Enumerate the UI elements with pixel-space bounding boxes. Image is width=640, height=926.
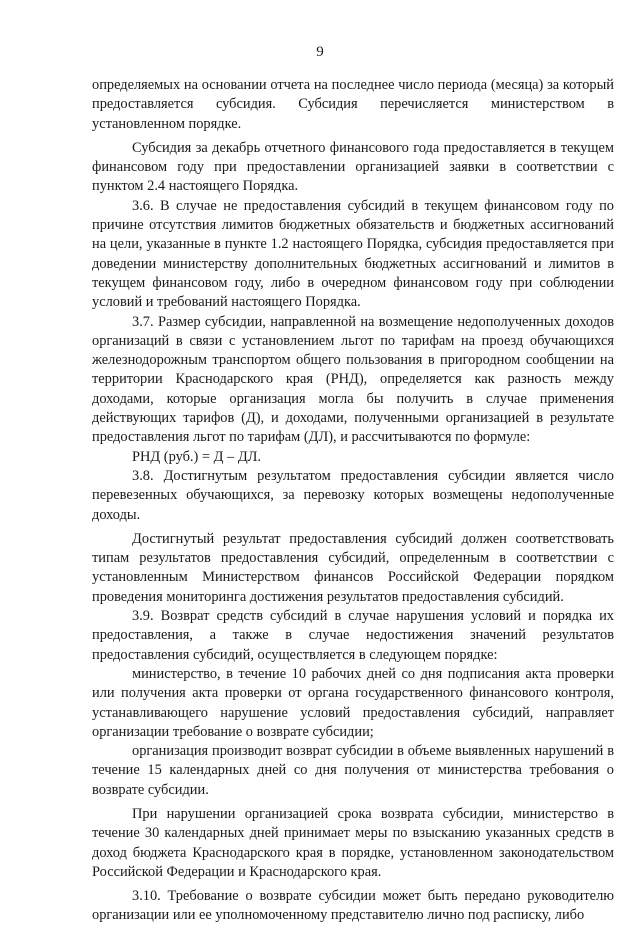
formula-line: РНД (руб.) = Д – ДЛ. xyxy=(132,448,262,465)
paragraph-refund-violation: При нарушении организацией срока возврата субсидии, министерство в течение 30 календарных дней принимает меры по взысканию указанных средств в доход бюджета Краснодарского края в порядке, установленном законодательством Российской Федерации и Краснодарского края. xyxy=(92,805,614,880)
paragraph-continuation: определяемых на основании отчета на последнее число периода (месяца) за который предоставляется субсидия. Субсидия перечисляется министерством в установленном порядке. xyxy=(92,77,614,132)
paragraph-3-6: 3.6. В случае не предоставления субсидий в текущем финансовом году по причине отсутствия лимитов бюджетных обязательств и бюджетных ассигнований на цели, указанные в пункте 1.2 настоящего Порядка, субсидия предоставляется при доведении министерству дополнительных бюджетных ассигнований и лимитов в текущем финансовом году, либо в очередном финансовом году при соблюдении условий и требований настоящего Порядка. xyxy=(92,197,614,311)
paragraph-3-8: 3.8. Достигнутым результатом предоставления субсидии является число перевезенных обучающихся, за перевозку которых возмещены недополученные доходы. xyxy=(92,467,614,523)
document-body xyxy=(92,76,614,926)
paragraph-organization-refund: организация производит возврат субсидии в объеме выявленных нарушений в течение 15 календарных дней со дня получения от министерства требования о возврате субсидии. xyxy=(92,743,614,798)
paragraph-ministry-procedure: министерство, в течение 10 рабочих дней со дня подписания акта проверки или получения акта проверки от органа государственного финансового контроля, устанавливающего нарушение условий предоставления субсидий, направляет организации требование о возврате субсидии; xyxy=(92,665,614,740)
paragraph-3-10: 3.10. Требование о возврате субсидии может быть передано руководителю организации или ее уполномоченному представителю лично под расписку, либо xyxy=(92,888,614,924)
paragraph-result-compliance: Достигнутый результат предоставления субсидий должен соответствовать типам результатов предоставления субсидий, определенным в соответствии с установленным Министерством финансов Российской Федерации порядком проведения мониторинга достижения результатов предоставления субсидий. xyxy=(92,530,614,605)
paragraph-3-9: 3.9. Возврат средств субсидий в случае нарушения условий и порядка их предоставления, а также в случае недостижения значений результатов предоставления субсидий, осуществляется в следующем порядке: xyxy=(92,608,614,663)
paragraph-3-7: 3.7. Размер субсидии, направленной на возмещение недополученных доходов организаций в связи с установлением льгот по тарифам на проезд обучающихся железнодорожным транспортом общего пользования в пригородном сообщении на территории Краснодарского края (РНД), определяется как разность между доходами, которые организация могла бы получить в случае применения действующих тарифов (Д), и доходами, полученными организацией в результате предоставления льгот по тарифам (ДЛ), и рассчитываются по формуле: xyxy=(92,313,614,446)
paragraph-december-subsidy: Субсидия за декабрь отчетного финансового года предоставляется в текущем финансовом году при предоставлении организацией заявки в соответствии с пунктом 2.4 настоящего Порядка. xyxy=(92,139,614,195)
page-number: 9 xyxy=(316,44,324,60)
